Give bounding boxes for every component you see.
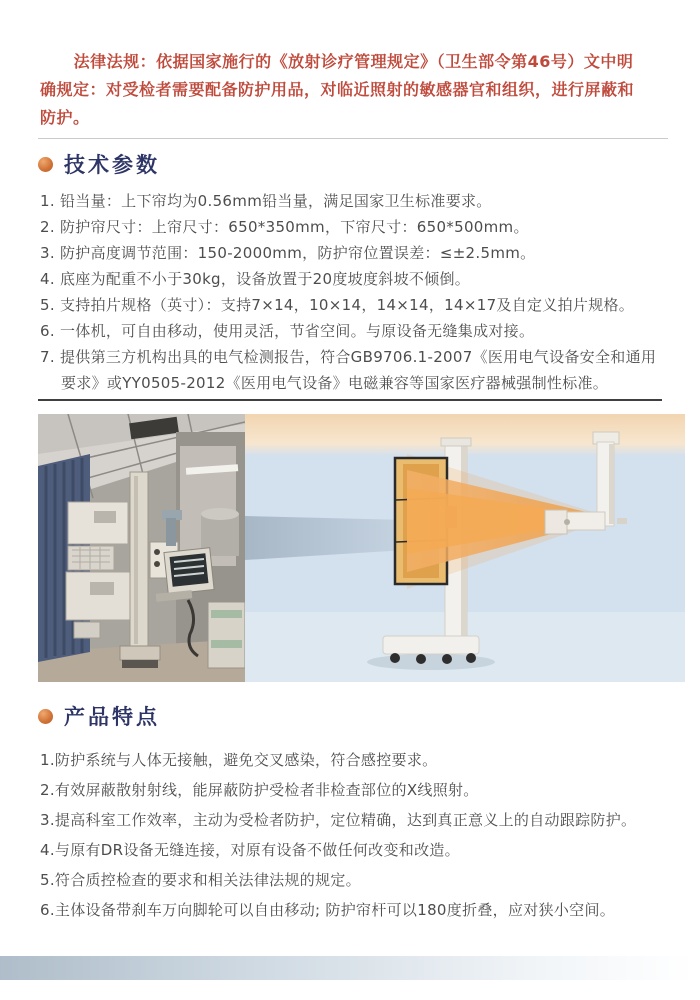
feature-item: 3.提高科室工作效率，主动为受检者防护，定位精确，达到真正意义上的自动跟踪防护。 — [40, 811, 637, 829]
divider-line-top — [38, 138, 668, 139]
feature-item: 2.有效屏蔽散射射线，能屏蔽防护受检者非检查部位的X线照射。 — [40, 781, 479, 799]
legal-notice-text: 法律法规：依据国家施行的《放射诊疗管理规定》（卫生部令第46号）文中明确规定：对受检者需要配备防护用品，对临近照射的敏感器官和组织，进行屏蔽和防护。 — [40, 52, 635, 127]
features-section-header — [38, 701, 160, 731]
tech-spec-item: 1. 铅当量：上下帘均为0.56mm铅当量，满足国家卫生标准要求。 — [40, 192, 492, 210]
feature-item: 1.防护系统与人体无接触，避免交叉感染，符合感控要求。 — [40, 751, 438, 769]
protection-system-render — [245, 414, 685, 682]
feature-item: 6.主体设备带刹车万向脚轮可以自由移动; 防护帘杆可以180度折叠，应对狭小空间。 — [40, 901, 616, 919]
tech-spec-item: 3. 防护高度调节范围：150-2000mm，防护帘位置误差：≤±2.5mm。 — [40, 244, 536, 262]
tech-spec-item: 4. 底座为配重不小于30kg，设备放置于20度坡度斜坡不倾倒。 — [40, 270, 471, 288]
tech-section-title: 技术参数 — [64, 153, 160, 177]
tech-section-header — [38, 149, 160, 179]
tech-spec-item: 6. 一体机，可自由移动，使用灵活，节省空间。与原设备无缝集成对接。 — [40, 322, 535, 340]
tech-spec-list — [40, 188, 662, 396]
equipment-room-photo — [38, 414, 245, 682]
tech-spec-item: 2. 防护帘尺寸：上帘尺寸：650*350mm，下帘尺寸：650*500mm。 — [40, 218, 529, 236]
divider-line-above-figure — [38, 399, 662, 401]
bottom-gradient-bar — [0, 956, 694, 980]
wheeled-base — [367, 636, 495, 670]
product-figure — [38, 414, 685, 682]
features-list — [40, 748, 662, 928]
feature-item: 5.符合质控检查的要求和相关法律法规的规定。 — [40, 871, 361, 889]
section-bullet-icon — [38, 157, 53, 172]
side-cart — [208, 602, 245, 668]
features-section-title: 产品特点 — [64, 705, 160, 729]
section-bullet-icon — [38, 709, 53, 724]
tech-spec-item: 5. 支持拍片规格（英寸）：支持7×14，10×14，14×14，14×17及自定义拍片规格。 — [40, 296, 635, 314]
tech-spec-item: 7. 提供第三方机构出具的电气检测报告，符合GB9706.1-2007《医用电气设备安全和通用要求》或YY0505-2012《医用电气设备》电磁兼容等国家医疗器械强制性标准。 — [40, 348, 657, 392]
feature-item: 4.与原有DR设备无缝连接，对原有设备不做任何改变和改造。 — [40, 841, 460, 859]
